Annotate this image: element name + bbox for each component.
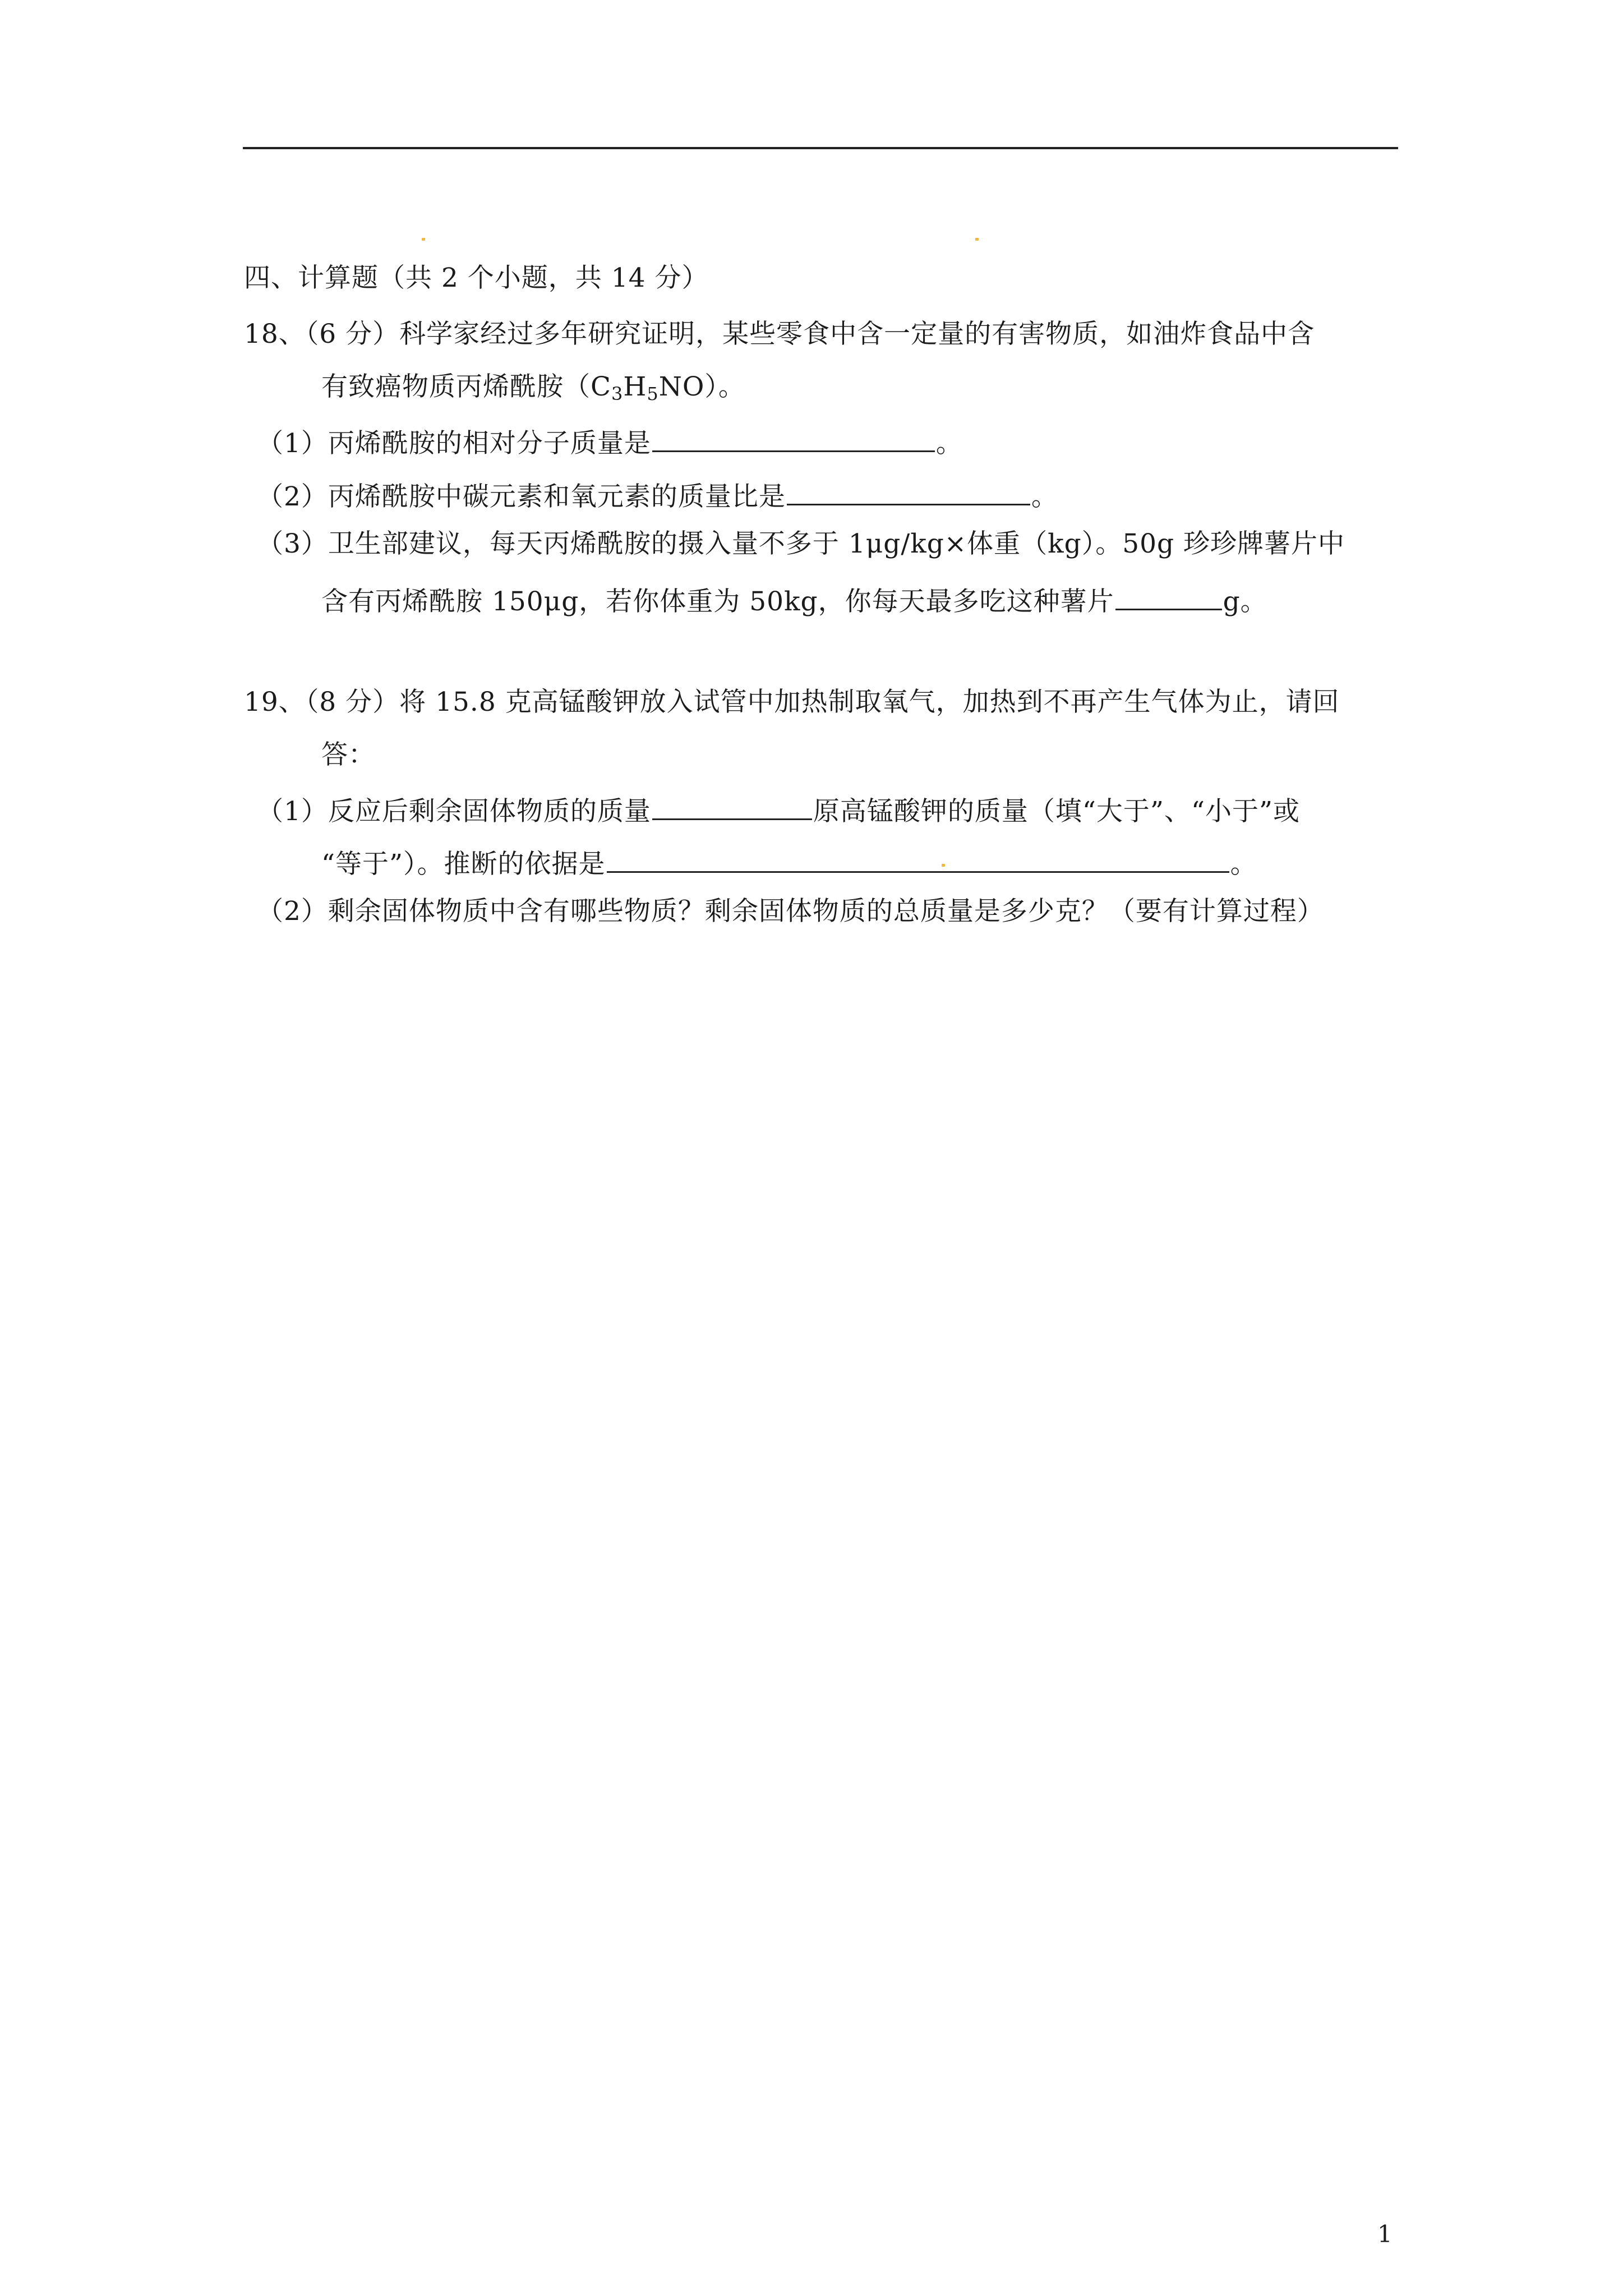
q18-part3-line2: 含有丙烯酰胺 150μg，若你体重为 50kg，你每天最多吃这种薯片 g。 bbox=[321, 581, 1267, 619]
q18-part3-line1: （3）卫生部建议，每天丙烯酰胺的摄入量不多于 1μg/kg×体重（kg）。50g 珍珍牌薯片中 bbox=[257, 528, 1345, 559]
q18-stem-line2: 有致癌物质丙烯酰胺$(C_3H_5NO)$。 bbox=[321, 371, 745, 404]
answer-blank[interactable] bbox=[652, 422, 935, 452]
q19-part1-line1: （1）反应后剩余固体物质的质量 原高锰酸钾的质量（填“大于”、“小于”或 bbox=[257, 790, 1300, 829]
q18-part2: （2）丙烯酰胺中碳元素和氧元素的质量比是 。 bbox=[257, 476, 1058, 514]
q19-stem-line2: 答： bbox=[321, 739, 375, 770]
answer-blank[interactable] bbox=[1115, 581, 1222, 610]
scan-speck bbox=[975, 238, 979, 241]
scan-speck bbox=[942, 864, 945, 867]
page-number: 1 bbox=[1377, 2220, 1393, 2248]
q19-stem-line1: 19、（8 分）将 15.8 克高锰酸钾放入试管中加热制取氧气，加热到不再产生气体为止，请回 bbox=[244, 687, 1340, 717]
q18-stem-line1: 18、（6 分）科学家经过多年研究证明，某些零食中含一定量的有害物质，如油炸食品中含 bbox=[244, 319, 1315, 349]
q19-part1-line2: “等于”）。推断的依据是 。 bbox=[321, 843, 1257, 881]
q18-part1: （1）丙烯酰胺的相对分子质量是 。 bbox=[257, 422, 963, 461]
answer-blank[interactable] bbox=[607, 843, 1229, 873]
answer-blank[interactable] bbox=[787, 476, 1030, 505]
answer-blank[interactable] bbox=[652, 790, 812, 820]
section-title: 四、计算题（共 2 个小题，共 14 分） bbox=[244, 263, 709, 293]
scan-speck bbox=[422, 238, 425, 241]
q19-part2: （2）剩余固体物质中含有哪些物质？剩余固体物质的总质量是多少克？（要有计算过程） bbox=[257, 896, 1324, 927]
header-rule bbox=[243, 147, 1398, 149]
